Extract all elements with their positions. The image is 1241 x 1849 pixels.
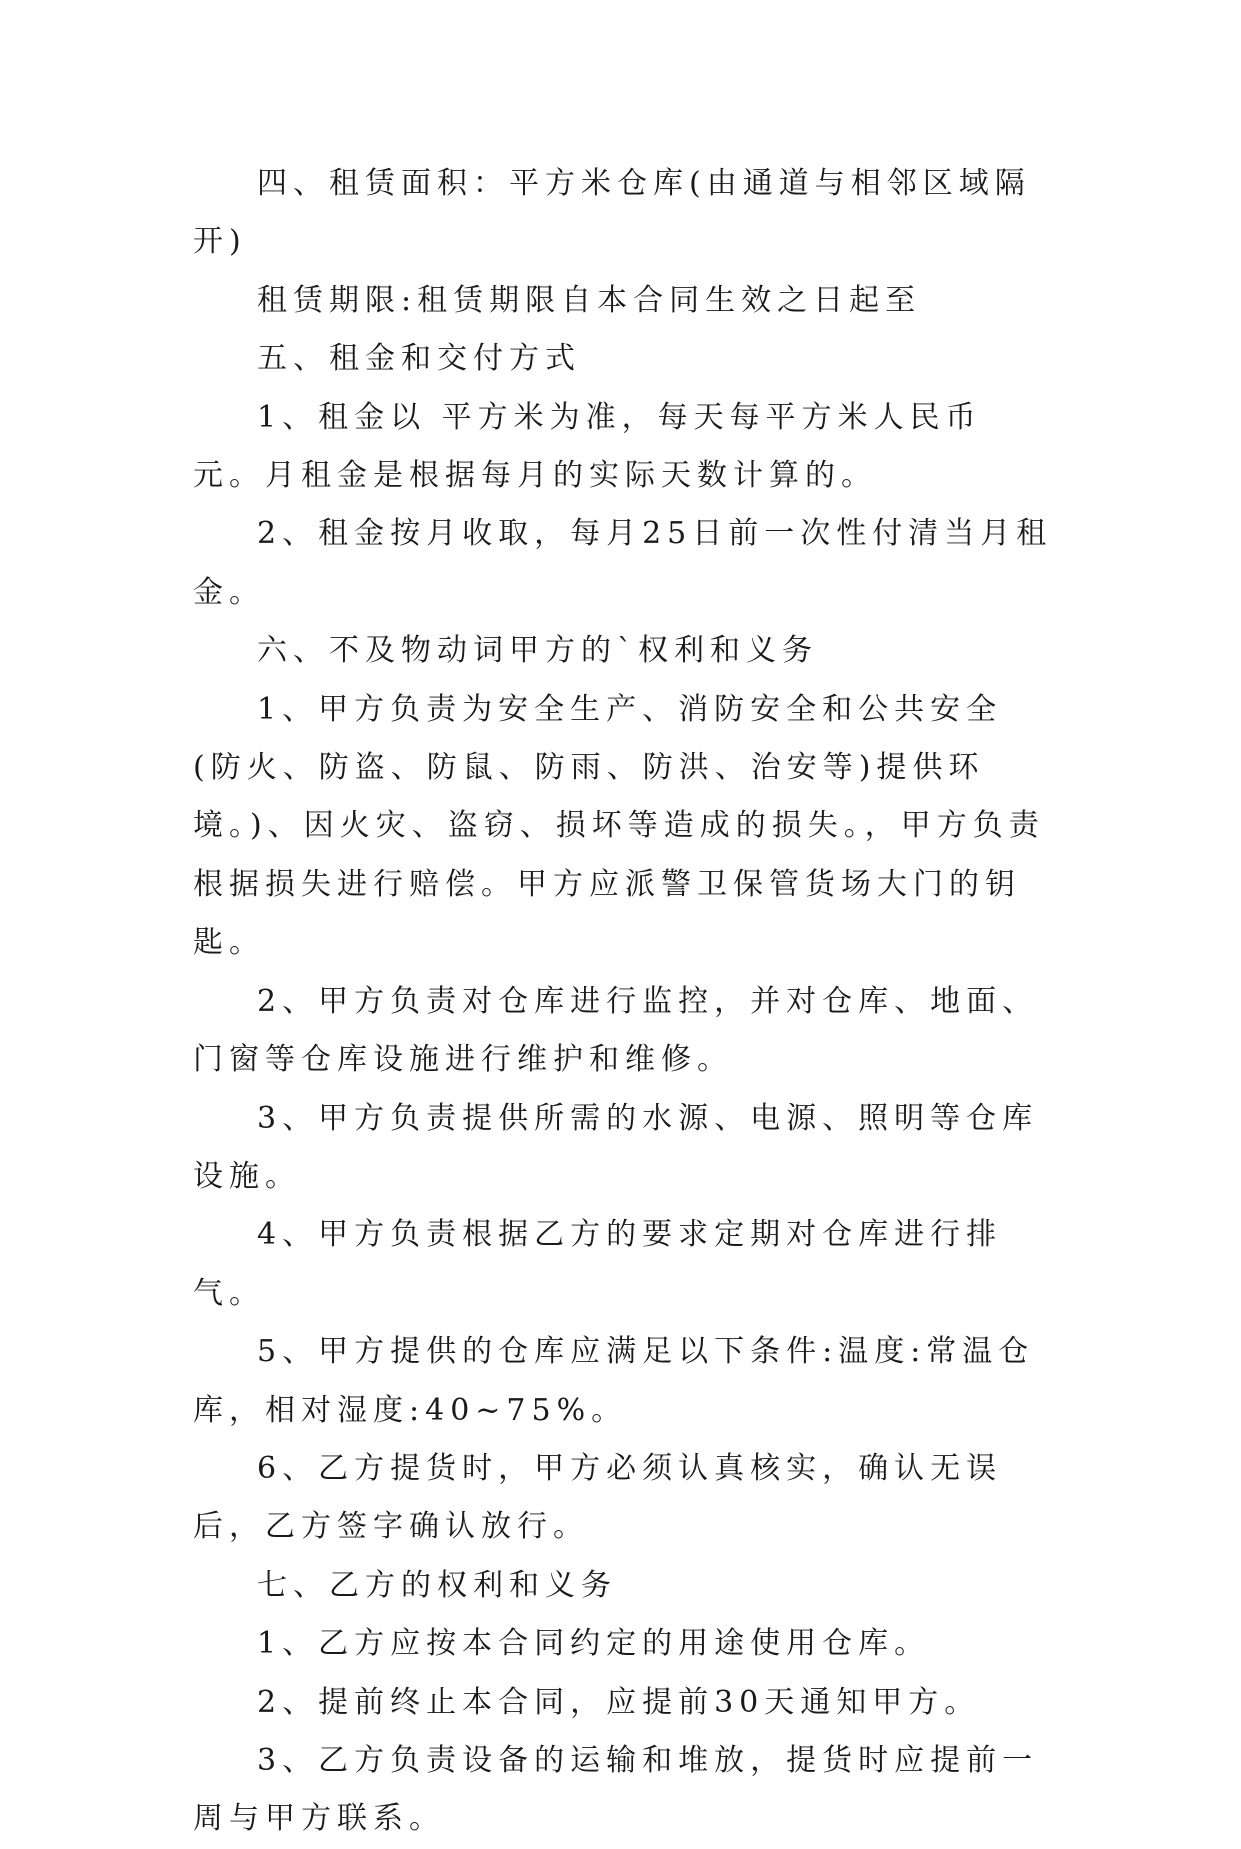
section-heading-rent-payment: 五、租金和交付方式 (257, 341, 581, 377)
paragraph-party-b-1: 1、乙方应按本合同约定的用途使用仓库。 (257, 1626, 931, 1662)
paragraph-rent-2: 2、租金按月收取，每月25日前一次性付清当月租金。 (193, 516, 1053, 610)
paragraph-party-a-3: 3、甲方负责提供所需的水源、电源、照明等仓库设施。 (193, 1100, 1039, 1194)
paragraph-party-b-2: 2、提前终止本合同，应提前30天通知甲方。 (257, 1684, 981, 1720)
paragraph-rent-1: 1、租金以 平方米为准，每天每平方米人民币 元。月租金是根据每月的实际天数计算的。 (193, 399, 982, 494)
paragraph-party-a-5: 5、甲方提供的仓库应满足以下条件:温度:常温仓库，相对湿度:40~75%。 (193, 1334, 1035, 1428)
paragraph-party-a-6: 6、乙方提货时，甲方必须认真核实，确认无误后，乙方签字确认放行。 (193, 1450, 1003, 1545)
paragraph-party-a-4: 4、甲方负责根据乙方的要求定期对仓库进行排气。 (193, 1217, 1003, 1311)
paragraph-party-a-1: 1、甲方负责为安全生产、消防安全和公共安全(防火、防盗、防鼠、防雨、防洪、治安等)提供环境。)、因火灾、盗窃、损坏等造成的损失。，甲方负责根据损失进行赔偿。甲方应派警卫保管货场大门的钥匙。 (193, 691, 1045, 961)
section-heading-party-a-rights: 六、不及物动词甲方的`权利和义务 (257, 633, 818, 669)
section-heading-rental-area: 四、租赁面积：平方米仓库(由通道与相邻区域隔开) (193, 166, 1031, 260)
document-body (193, 155, 1055, 1849)
paragraph-party-a-2: 2、甲方负责对仓库进行监控，并对仓库、地面、门窗等仓库设施进行维护和维修。 (193, 983, 1039, 1078)
paragraph-party-b-3: 3、乙方负责设备的运输和堆放，提货时应提前一周与甲方联系。 (193, 1742, 1039, 1837)
paragraph-lease-term: 租赁期限:租赁期限自本合同生效之日起至 (257, 282, 922, 318)
section-heading-party-b-rights: 七、乙方的权利和义务 (257, 1567, 617, 1603)
